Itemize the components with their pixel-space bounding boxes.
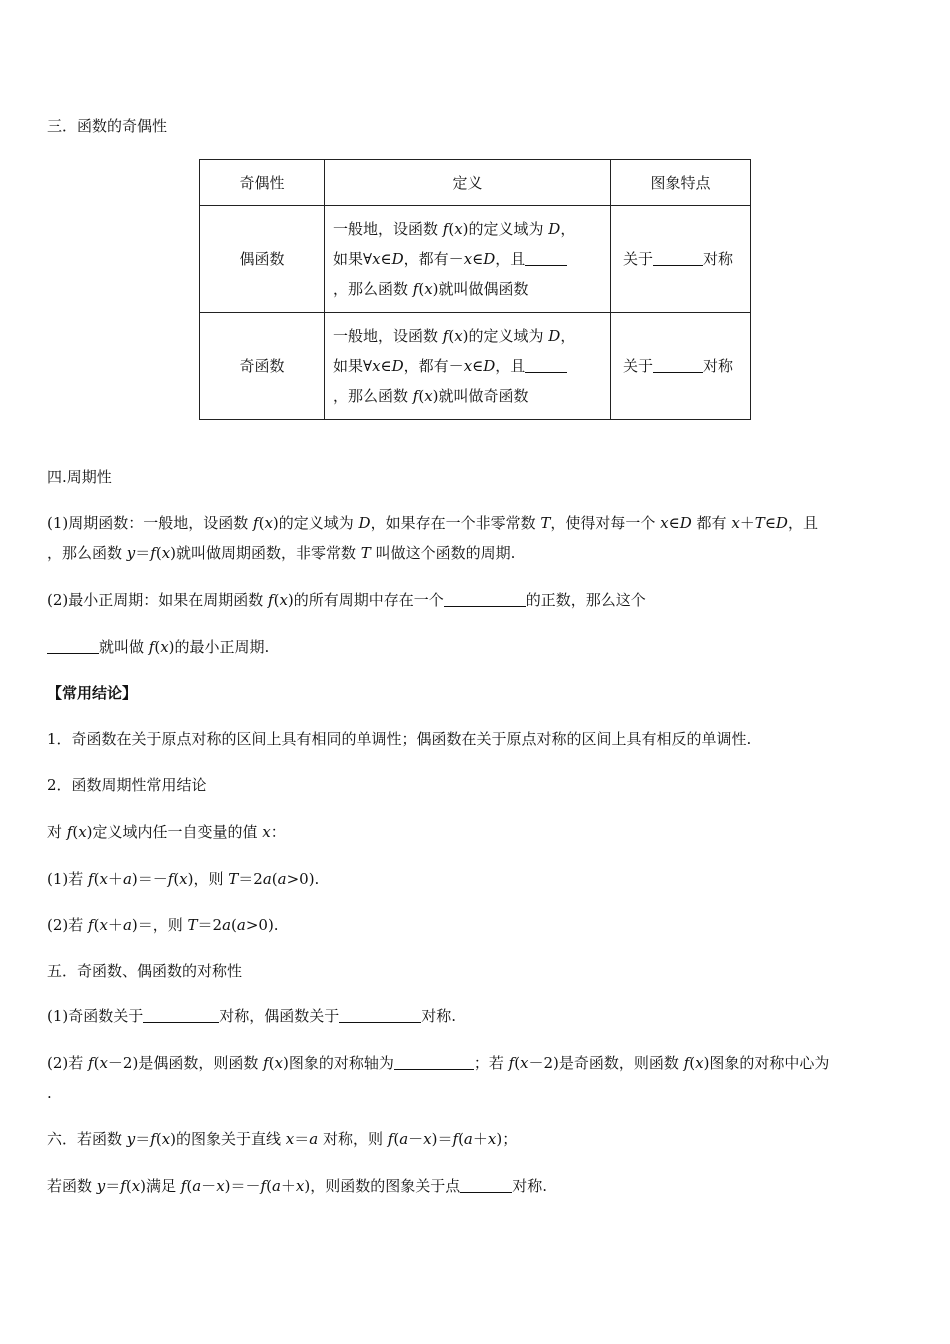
- section6-line1: 六．若函数 y＝f(x)的图象关于直线 x＝a 对称，则 f(a－x)＝f(a＋x)；: [47, 1130, 518, 1148]
- section4-heading: 四.周期性: [47, 468, 112, 486]
- min-period-line2: 就叫做 f(x)的最小正周期.: [47, 637, 269, 657]
- header-cell: 图象特点: [611, 160, 751, 206]
- table-row-even: [200, 206, 751, 313]
- fill-blank[interactable]: [47, 638, 99, 654]
- min-period-line1: (2)最小正周期：如果在周期函数 f(x)的所有周期中存在一个 的正数，那么这个: [47, 591, 646, 609]
- symmetry-p1: (1)奇函数关于 对称，偶函数关于 对称.: [47, 1007, 457, 1025]
- section5-heading: 五．奇函数、偶函数的对称性: [47, 962, 243, 980]
- section6-line2: 若函数 y＝f(x)满足 f(a－x)＝－f(a＋x)，则函数的图象关于点 对称.: [47, 1177, 548, 1195]
- table-header-row: [200, 160, 751, 206]
- fill-blank[interactable]: [339, 1007, 421, 1023]
- definition-cell: 一般地，设函数 f(x)的定义域为 D， 如果∀x∈D，都有－x∈D，且 ，那么函数 f(x)就叫做奇函数: [325, 313, 611, 420]
- parity-table: [199, 159, 751, 420]
- conclusions-heading: 【常用结论】: [47, 684, 138, 702]
- symmetry-p2-tail: .: [47, 1084, 52, 1102]
- conclusion-c1: (1)若 f(x＋a)＝－f(x)，则 T＝2a(a>0).: [47, 870, 320, 888]
- conclusion-intro: 对 f(x)定义域内任一自变量的值 x：: [47, 823, 286, 841]
- fill-blank[interactable]: [394, 1054, 474, 1070]
- fill-blank[interactable]: [444, 591, 526, 607]
- conclusion-c2: (2)若 f(x＋a)＝，则 T＝2a(a>0).: [47, 916, 279, 934]
- fill-blank[interactable]: [525, 357, 567, 373]
- header-cell: 定义: [325, 160, 611, 206]
- header-cell: 奇偶性: [200, 160, 325, 206]
- feature-cell: 关于 对称: [611, 313, 751, 420]
- fill-blank[interactable]: [653, 357, 703, 373]
- row-name-cell: 偶函数: [200, 206, 325, 313]
- symmetry-p2: (2)若 f(x－2)是偶函数，则函数 f(x)图象的对称轴为 ；若 f(x－2)是奇函数，则函数 f(x)图象的对称中心为: [47, 1054, 830, 1072]
- fill-blank[interactable]: [525, 250, 567, 266]
- row-name-cell: 奇函数: [200, 313, 325, 420]
- fill-blank[interactable]: [143, 1007, 219, 1023]
- fill-blank[interactable]: [460, 1177, 512, 1193]
- period-def-line1: (1)周期函数：一般地，设函数 f(x)的定义域为 D，如果存在一个非零常数 T，使得对每一个 x∈D 都有 x＋T∈D，且: [47, 514, 818, 532]
- conclusion-item-1: 1．奇函数在关于原点对称的区间上具有相同的单调性；偶函数在关于原点对称的区间上具有相反的单调性.: [47, 730, 752, 748]
- feature-cell: 关于 对称: [611, 206, 751, 313]
- definition-cell: 一般地，设函数 f(x)的定义域为 D， 如果∀x∈D，都有－x∈D，且 ，那么函数 f(x)就叫做偶函数: [325, 206, 611, 313]
- section3-heading: 三．函数的奇偶性: [47, 117, 168, 135]
- fill-blank[interactable]: [653, 250, 703, 266]
- period-def-line2: ，那么函数 y＝f(x)就叫做周期函数，非零常数 T 叫做这个函数的周期.: [47, 544, 516, 562]
- table-row-odd: [200, 313, 751, 420]
- conclusion-item-2: 2．函数周期性常用结论: [47, 776, 207, 794]
